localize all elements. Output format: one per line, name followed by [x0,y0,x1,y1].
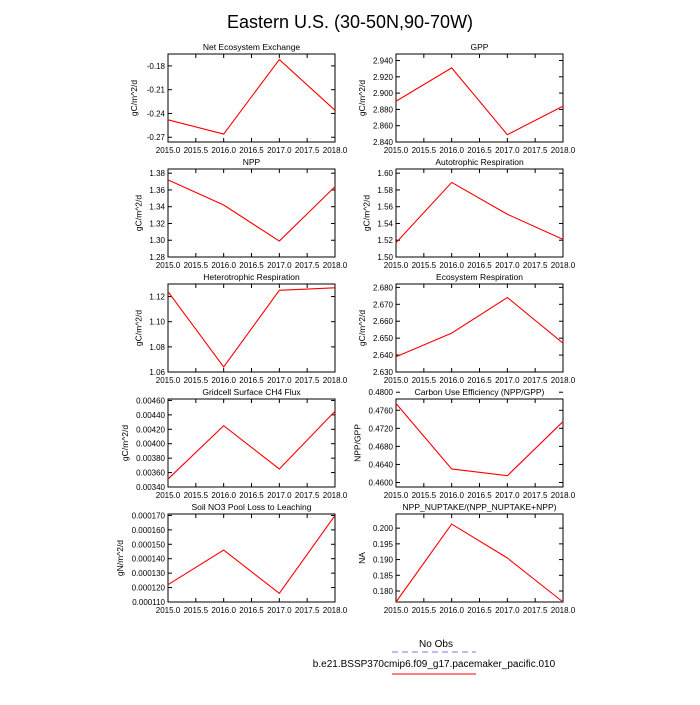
x-tick-label: 2015.5 [183,146,209,155]
x-tick-label: 2017.0 [267,606,292,615]
y-tick-label: 1.58 [377,185,393,195]
series-line [396,182,563,242]
x-tick-label: 2017.5 [294,146,320,155]
figure-title: Eastern U.S. (30-50N,90-70W) [226,12,474,32]
x-tick-label: 2017.5 [294,376,320,385]
x-tick-label: 2018.0 [322,491,348,500]
y-tick-label: 1.34 [149,202,165,212]
x-tick-label: 2016.0 [439,376,464,385]
panel-3 [134,157,348,270]
x-tick-label: 2016.5 [467,491,492,500]
x-tick-label: 2015.5 [183,491,209,500]
plot-frame [168,399,335,487]
panel-title: Carbon Use Efficiency (NPP/GPP) [414,387,545,397]
y-axis [132,511,335,607]
x-tick-label: 2016.5 [239,376,264,385]
panel-1 [129,42,348,155]
x-tick-label: 2016.5 [467,606,492,615]
x-tick-label: 2017.0 [495,146,520,155]
x-tick-label: 2016.0 [211,261,236,270]
y-tick-label: 1.12 [149,292,165,302]
x-tick-label: 2016.5 [467,376,492,385]
y-axis-label: gC/m^2/d [357,79,367,117]
panel-title: Gridcell Surface CH4 Flux [202,387,301,397]
series-line [168,515,335,593]
y-tick-label: 1.28 [149,253,165,262]
y-tick-label: 2.840 [372,138,393,147]
y-axis [149,293,335,377]
y-tick-label: 0.00400 [136,439,165,449]
x-tick-label: 2017.5 [522,146,548,155]
series-line [168,288,335,367]
y-tick-label: -0.24 [146,109,165,119]
panel-8 [352,387,575,500]
x-tick-label: 2015.5 [411,491,437,500]
y-axis [147,62,335,142]
y-axis-label: gC/m^2/d [133,194,144,232]
series-line [168,411,335,479]
y-axis-label: gC/m^2/d [357,309,367,347]
x-tick-label: 2015.5 [183,261,209,270]
plot-frame [396,54,563,142]
y-axis [136,396,335,492]
x-tick-label: 2017.0 [267,376,292,385]
x-axis [156,399,348,500]
x-tick-label: 2015.0 [383,606,409,615]
y-axis-label: gC/m^2/d [133,309,144,347]
x-axis [156,514,348,615]
x-tick-label: 2017.0 [495,606,520,615]
x-tick-label: 2018.0 [322,606,348,615]
x-tick-label: 2016.0 [439,606,464,615]
y-tick-label: 2.670 [372,300,393,310]
x-tick-label: 2017.5 [522,261,548,270]
y-tick-label: 0.200 [372,524,393,534]
y-tick-label: 1.50 [377,253,393,262]
legend-obs-label: No Obs [419,639,453,650]
legend [313,639,556,674]
y-tick-label: 1.30 [149,236,165,246]
y-tick-label: 2.900 [372,89,393,99]
x-tick-label: 2015.0 [155,146,181,155]
y-axis [373,524,563,596]
y-tick-label: 0.000130 [131,569,165,579]
x-tick-label: 2015.0 [383,376,409,385]
panel-10 [357,502,576,615]
x-tick-label: 2018.0 [550,146,576,155]
x-axis [156,284,348,385]
series-line [168,60,335,135]
x-tick-label: 2016.0 [211,491,236,500]
x-tick-label: 2018.0 [322,376,348,385]
y-tick-label: -0.27 [146,133,165,143]
y-tick-label: 1.08 [149,342,165,352]
y-tick-label: 1.38 [149,169,165,179]
x-axis [384,399,576,500]
y-axis-label: gC/m^2/d [361,194,372,232]
x-tick-label: 2015.5 [411,261,437,270]
x-tick-label: 2016.0 [439,261,464,270]
series-line [396,524,563,602]
panel-5 [134,272,348,385]
y-tick-label: -0.18 [146,61,165,71]
y-tick-label: -0.21 [146,85,165,95]
x-axis [384,514,576,615]
panel-7 [120,387,348,500]
y-tick-label: 2.680 [372,283,393,293]
x-tick-label: 2015.0 [155,261,181,270]
x-tick-label: 2015.5 [183,606,209,615]
y-tick-label: 0.000160 [131,525,165,535]
x-tick-label: 2015.5 [411,146,437,155]
y-tick-label: 2.650 [372,334,393,344]
x-tick-label: 2017.0 [267,146,292,155]
y-tick-label: 2.630 [372,368,393,377]
x-axis [156,54,348,155]
x-tick-label: 2016.5 [239,261,264,270]
panel-title: Heterotrophic Respiration [203,272,300,282]
y-tick-label: 0.000120 [131,583,165,593]
x-tick-label: 2016.0 [439,491,464,500]
y-tick-label: 0.00460 [136,396,165,406]
y-axis-label: NPP/GPP [352,424,363,462]
x-tick-label: 2015.5 [411,376,437,385]
x-tick-label: 2016.5 [239,606,264,615]
x-tick-label: 2017.0 [495,261,520,270]
plot-frame [168,54,335,142]
x-tick-label: 2016.0 [211,606,236,615]
y-tick-label: 0.000150 [131,540,165,550]
x-axis [384,169,576,270]
x-tick-label: 2015.5 [183,376,209,385]
x-tick-label: 2016.5 [239,491,264,500]
panel-4 [362,157,576,270]
x-tick-label: 2018.0 [550,606,576,615]
series-line [396,404,563,476]
plot-frame [396,514,563,602]
y-axis [377,169,563,262]
x-tick-label: 2016.5 [239,146,264,155]
x-tick-label: 2016.5 [467,146,492,155]
plot-frame [396,284,563,372]
y-tick-label: 0.000170 [131,511,165,521]
x-tick-label: 2017.5 [294,491,320,500]
x-tick-label: 2016.5 [467,261,492,270]
x-tick-label: 2015.0 [155,491,181,500]
panel-title: Soil NO3 Pool Loss to Leaching [191,502,312,512]
x-tick-label: 2015.0 [383,491,409,500]
y-tick-label: 1.52 [377,236,393,246]
y-tick-label: 0.190 [372,555,393,565]
series-line [396,68,563,135]
y-tick-label: 0.000110 [132,598,165,607]
y-tick-label: 0.4600 [368,478,393,488]
x-tick-label: 2018.0 [550,261,576,270]
y-tick-label: 0.4680 [368,442,393,452]
x-tick-label: 2018.0 [550,491,576,500]
x-tick-label: 2016.0 [439,146,464,155]
panel-6 [357,272,576,385]
x-tick-label: 2016.0 [211,376,236,385]
panels [115,42,576,615]
x-tick-label: 2017.5 [294,261,320,270]
x-tick-label: 2017.0 [495,376,520,385]
x-tick-label: 2017.5 [522,376,548,385]
y-axis [369,388,563,487]
y-tick-label: 0.00360 [136,468,165,478]
y-tick-label: 0.00440 [136,410,165,420]
y-tick-label: 1.56 [377,202,393,212]
panel-title: Ecosystem Respiration [436,272,523,282]
x-axis [156,169,348,270]
y-tick-label: 0.4800 [368,388,393,398]
x-tick-label: 2018.0 [322,146,348,155]
y-tick-label: 0.180 [372,587,393,596]
series-line [396,298,563,357]
x-tick-label: 2017.0 [495,491,520,500]
panel-title: NPP [242,157,261,167]
y-tick-label: 0.00420 [136,425,165,435]
x-tick-label: 2015.0 [383,261,409,270]
x-tick-label: 2017.5 [294,606,320,615]
x-axis [384,54,576,155]
panel-title: NPP_NUPTAKE/(NPP_NUPTAKE+NPP) [402,502,557,512]
y-tick-label: 2.920 [372,72,393,82]
plot-frame [168,514,335,602]
y-tick-label: 0.00340 [136,483,165,492]
y-tick-label: 1.60 [377,169,393,179]
y-tick-label: 1.54 [377,219,393,229]
y-axis-label: gC/m^2/d [129,79,139,117]
series-line [168,180,335,241]
y-axis-label: gN/m^2/d [115,539,126,577]
x-tick-label: 2016.0 [211,146,236,155]
y-tick-label: 0.4640 [368,460,393,470]
y-tick-label: 1.10 [149,317,165,327]
y-tick-label: 0.00380 [136,454,165,464]
x-tick-label: 2015.0 [155,376,181,385]
x-tick-label: 2015.0 [383,146,409,155]
panel-9 [115,502,348,615]
y-axis-label: NA [357,552,367,564]
y-tick-label: 0.185 [372,571,393,581]
y-tick-label: 0.4720 [368,424,393,434]
plot-frame [168,169,335,257]
plot-frame [396,399,563,487]
x-tick-label: 2017.5 [522,606,548,615]
panel-title: Net Ecosystem Exchange [202,42,301,52]
x-tick-label: 2018.0 [322,261,348,270]
x-tick-label: 2017.0 [267,261,292,270]
y-axis [373,283,563,377]
y-tick-label: 1.36 [149,185,165,195]
x-tick-label: 2015.5 [411,606,437,615]
y-tick-label: 2.640 [372,351,393,361]
x-tick-label: 2018.0 [550,376,576,385]
y-tick-label: 2.940 [372,56,393,66]
legend-case-label: b.e21.BSSP370cmip6.f09_g17.pacemaker_pacific.010 [312,659,556,670]
x-tick-label: 2015.0 [155,606,181,615]
y-tick-label: 2.860 [372,121,393,131]
y-tick-label: 0.4760 [368,406,393,416]
panel-title: GPP [470,42,489,52]
y-tick-label: 2.880 [372,105,393,115]
x-tick-label: 2017.5 [522,491,548,500]
x-tick-label: 2017.0 [267,491,292,500]
y-tick-label: 0.195 [372,539,393,549]
panel-title: Autotrophic Respiration [435,157,524,167]
y-tick-label: 0.000140 [131,554,165,564]
plot-frame [396,169,563,257]
y-tick-label: 1.32 [149,219,165,229]
y-axis-label: gC/m^2/d [119,424,130,462]
y-tick-label: 1.06 [149,368,165,377]
y-tick-label: 2.660 [372,317,393,327]
panel-2 [357,42,576,155]
y-axis [149,169,335,262]
x-axis [384,284,576,385]
y-axis [373,57,563,147]
